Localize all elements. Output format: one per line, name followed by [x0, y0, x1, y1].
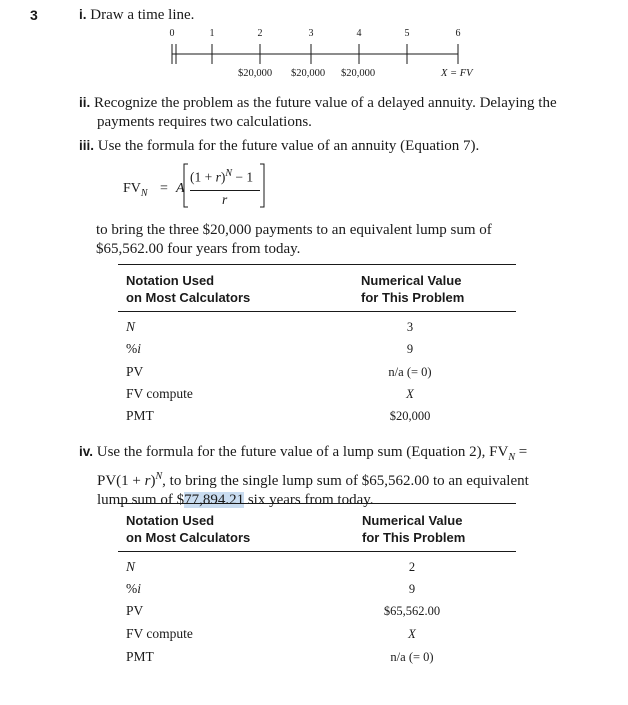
table-row-value: n/a (= 0)	[388, 365, 432, 379]
table-row-notation: PV	[126, 603, 144, 618]
table-row-notation: FV compute	[126, 626, 193, 641]
table-row-notation: FV compute	[126, 386, 193, 401]
formula-numerator: $(1 + r)^N - 1$	[190, 168, 254, 185]
step-4-line-2: $PV(1 + r)^N$, to bring the single lump sum of $65,562.00 to an equivalent	[97, 471, 529, 489]
table-row-notation: %i	[126, 341, 142, 356]
table-row-notation: N	[126, 559, 136, 574]
step-1-label: i.	[79, 7, 87, 22]
timeline-end-label: X = FV	[441, 68, 473, 79]
table-row-value: $20,000	[389, 409, 431, 423]
table-1-header-value: Numerical Value for This Problem	[361, 273, 465, 305]
table-row-value: 9	[406, 342, 414, 356]
highlighted-value[interactable]: 77,894.21	[184, 492, 245, 508]
table-row-value: X	[408, 627, 416, 641]
table-2-header-value: Numerical Value for This Problem	[362, 513, 466, 545]
step-4: iv. Use the formula for the future value of a lump sum (Equation 2), $FV_N$ = $PV(1 + r)^N$, to bring the single lump sum of $65,562.00 to an equivalent lump sum of $77,894.21 six years from today.	[79, 442, 614, 510]
formula-fraction-bar	[190, 190, 260, 191]
table-row-notation: PV	[126, 364, 144, 379]
formula-denominator: r	[222, 192, 228, 207]
table-row-value: 2	[408, 560, 416, 574]
table-2-top-rule	[118, 503, 516, 504]
timeline-tick-label: 3	[308, 28, 314, 39]
table-row-value: n/a (= 0)	[390, 650, 434, 664]
step-2-line-2: payments requires two calculations.	[97, 114, 312, 130]
formula-explanation	[96, 221, 492, 259]
step-4-line-3: lump sum of $77,894.21 six years from today.	[97, 492, 374, 508]
table-row-notation: N	[126, 319, 136, 334]
problem-number: 3	[30, 7, 38, 23]
step-2-line-1: Recognize the problem as the future value of a delayed annuity. Delaying the	[94, 95, 557, 111]
table-1-header-rule	[118, 311, 516, 312]
timeline-tick-label: 1	[209, 28, 215, 39]
step-2	[79, 93, 609, 132]
table-1-header-notation: Notation Used on Most Calculators	[126, 273, 251, 305]
formula-equals: =	[160, 181, 168, 196]
step-4-line-1: Use the formula for the future value of a lump sum (Equation 2), FV	[96, 444, 509, 460]
table-row-value: X	[406, 387, 414, 401]
table-row-value: $65,562.00	[383, 604, 441, 618]
table-row-value: 3	[406, 320, 414, 334]
table-2-header-rule	[118, 551, 516, 552]
table-row-value: 9	[408, 582, 416, 596]
timeline-tick-label: 6	[455, 28, 461, 39]
step-2-label: ii.	[79, 95, 91, 110]
timeline-payment: $20,000	[341, 68, 376, 79]
step-4-label: iv.	[79, 444, 94, 459]
table-row-notation: %i	[126, 581, 142, 596]
timeline-payment: $20,000	[238, 68, 273, 79]
step-3-text: Use the formula for the future value of an annuity (Equation 7).	[97, 138, 480, 154]
step-3-label: iii.	[79, 138, 95, 153]
formula-explanation-line-1: to bring the three $20,000 payments to an equivalent lump sum of	[96, 222, 492, 238]
timeline-tick-label: 0	[169, 28, 175, 39]
step-1-text: Draw a time line.	[90, 7, 195, 23]
formula-a: A	[176, 181, 185, 196]
table-2-header-notation: Notation Used on Most Calculators	[126, 513, 251, 545]
table-1-top-rule	[118, 264, 516, 265]
table-row-notation: PMT	[126, 408, 154, 423]
timeline-tick-label: 5	[404, 28, 410, 39]
timeline-payment: $20,000	[291, 68, 326, 79]
formula-lhs: $FV_N$	[123, 181, 148, 199]
timeline-tick-label: 4	[356, 28, 362, 39]
formula-explanation-line-2: $65,562.00 four years from today.	[96, 241, 301, 257]
step-3	[79, 136, 479, 156]
table-row-notation: PMT	[126, 649, 154, 664]
timeline-tick-label: 2	[257, 28, 263, 39]
